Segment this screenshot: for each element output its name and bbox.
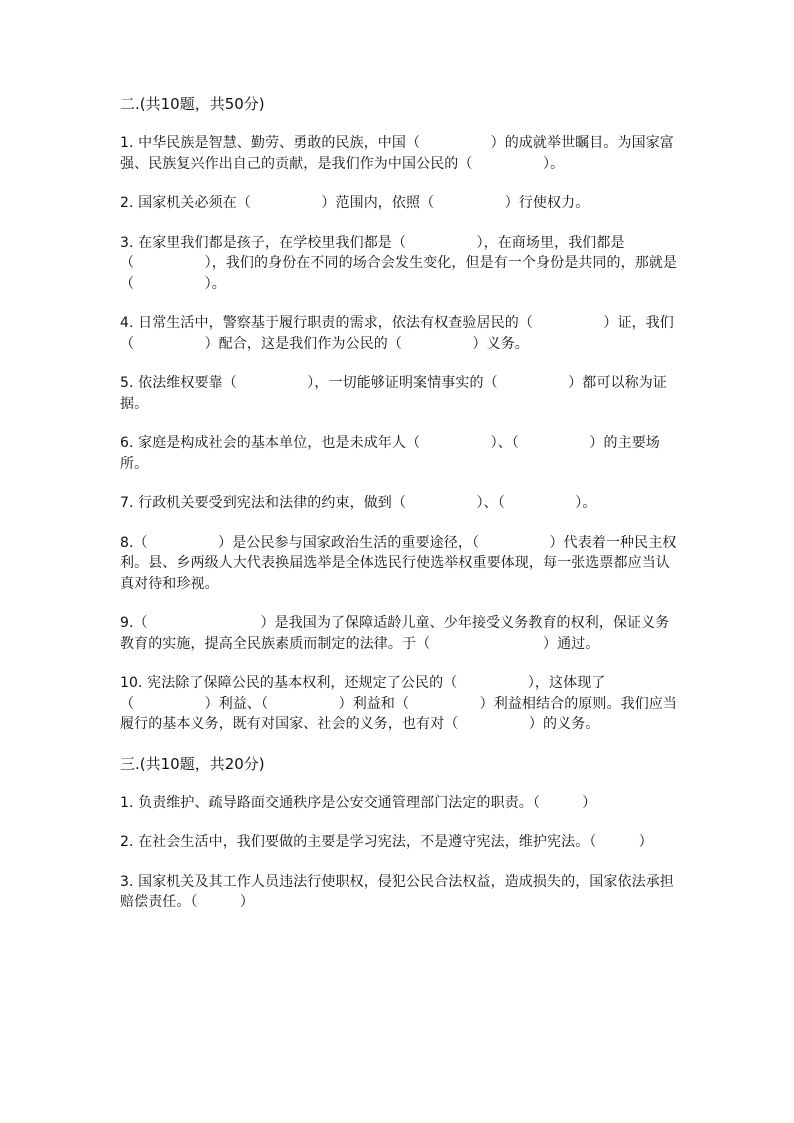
section-2 (120, 94, 680, 735)
question-3-1: 1. 负责维护、疏导路面交通秩序是公安交通管理部门法定的职责。（ ） (120, 794, 597, 811)
exam-page (120, 94, 680, 932)
question-2-7: 7. 行政机关要受到宪法和法律的约束，做到（ ）、（ ）。 (120, 495, 597, 511)
question-2-3: 3. 在家里我们都是孩子，在学校里我们都是（ ），在商场里，我们都是（ ），我们的身份在不同的场合会发生变化，但是有一个身份是共同的，那就是（ ）。 (120, 234, 677, 292)
question-2-8: 8.（ ）是公民参与国家政治生活的重要途径，（ ）代表着一种民主权利。县、乡两级人大代表换届选举是全体选民行使选举权重要体现，每一张选票都应当认真对待和珍视。 (120, 534, 677, 592)
question-3-3: 3. 国家机关及其工作人员违法行使职权，侵犯公民合法权益，造成损失的，国家依法承担赔偿责任。（ ） (120, 873, 674, 910)
question-2-9: 9.（ ）是我国为了保障适龄儿童、少年接受义务教育的权利，保证义务教育的实施，提高全民族素质而制定的法律。于（ ）通过。 (120, 615, 670, 652)
question-2-10: 10. 宪法除了保障公民的基本权利，还规定了公民的（ ），这体现了（ ）利益、（ ）利益和（ ）利益相结合的原则。我们应当履行的基本义务，既有对国家、社会的义务，也有对（ ）的义务。 (120, 675, 677, 732)
question-2-2: 2. 国家机关必须在（ ）范围内，依照（ ）行使权力。 (120, 195, 590, 211)
question-2-1: 1. 中华民族是智慧、勤劳、勇敢的民族，中国（ ）的成就举世瞩目。为国家富强、民族复兴作出自己的贡献，是我们作为中国公民的（ ）。 (120, 135, 674, 172)
question-2-6: 6. 家庭是构成社会的基本单位，也是未成年人（ ）、（ ）的主要场所。 (120, 435, 660, 472)
question-3-2: 2. 在社会生活中，我们要做的主要是学习宪法，不是遵守宪法，维护宪法。（ ） (120, 834, 653, 850)
section-title: 三.(共10题，共20分) (120, 754, 265, 773)
question-2-4: 4. 日常生活中，警察基于履行职责的需求，依法有权查验居民的（ ）证，我们（ ）配合，这是我们作为公民的（ ）义务。 (120, 315, 674, 352)
section-title: 二.(共10题，共50分) (120, 95, 265, 113)
question-2-5: 5. 依法维权要靠（ ），一切能够证明案情事实的（ ）都可以称为证据。 (120, 375, 667, 412)
section-3 (120, 754, 680, 913)
